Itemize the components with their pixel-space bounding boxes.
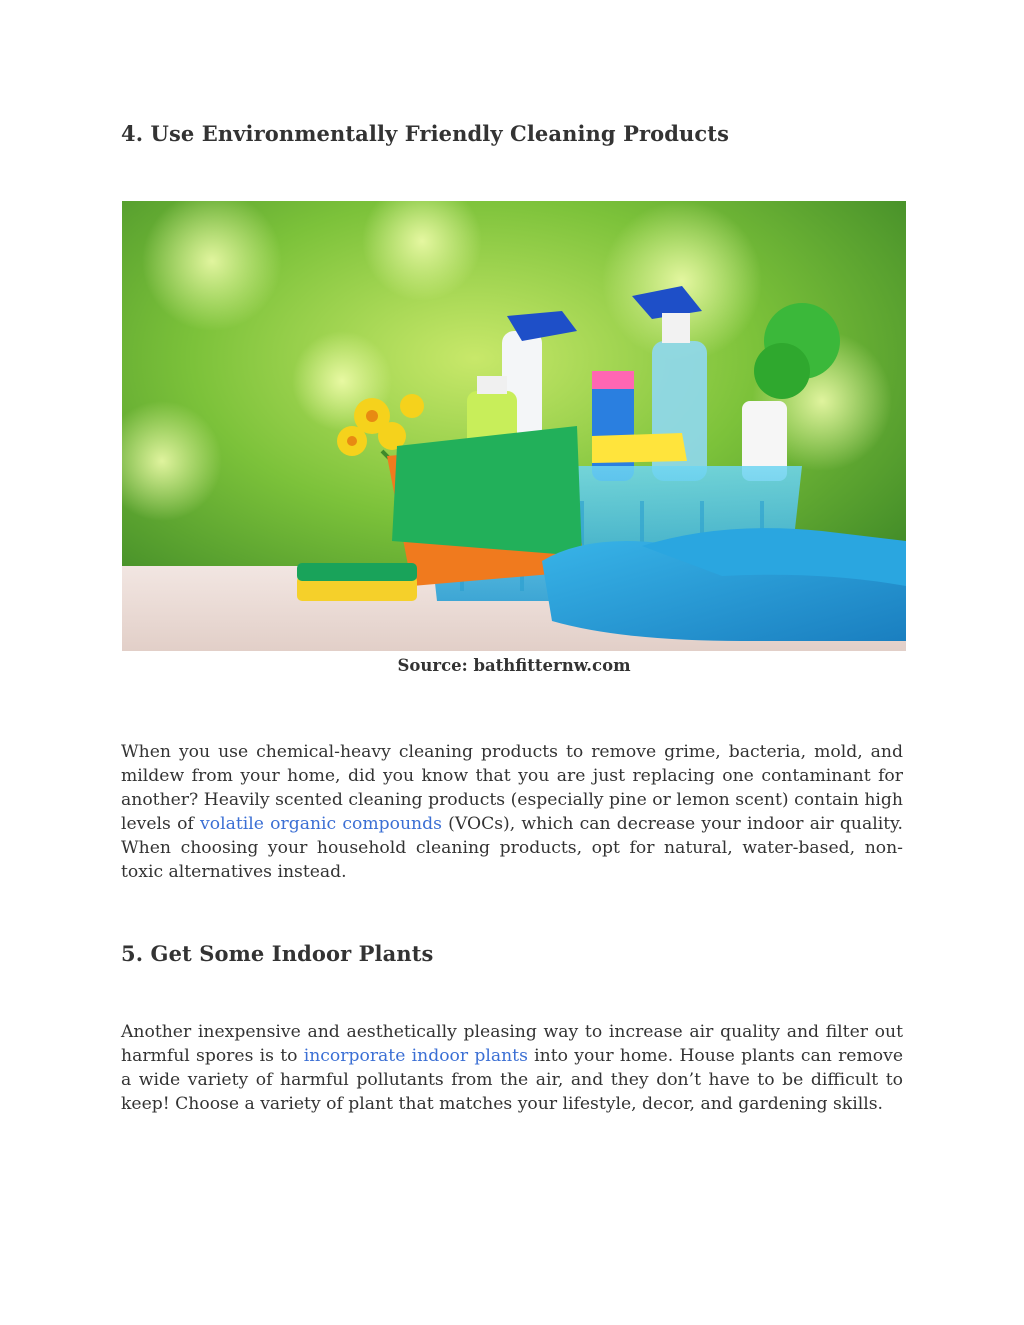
indoor-plants-link[interactable]: incorporate indoor plants bbox=[303, 1046, 528, 1066]
section-heading-eco-cleaning: 4. Use Environmentally Friendly Cleaning Products bbox=[121, 121, 730, 146]
eco-cleaning-paragraph: When you use chemical-heavy cleaning products to remove grime, bacteria, mold, and mildew from your home, did you know that you are just replacing one contaminant for another? Heavily scented cleaning products (especially pine or lemon scent) contain high levels of volatile organic compounds (VOCs), which can decrease your indoor air quality. When choosing your household cleaning products, opt for natural, water-based, non-toxic alternatives instead. bbox=[121, 742, 903, 882]
indoor-plants-paragraph: Another inexpensive and aesthetically pleasing way to increase air quality and filter out harmful spores is to incorporate indoor plants into your home. House plants can remove a wide variety of harmful pollutants from the air, and they don’t have to be difficult to keep! Choose a variety of plant that matches your lifestyle, decor, and gardening skills. bbox=[121, 1022, 904, 1114]
voc-link[interactable]: volatile organic compounds bbox=[200, 814, 442, 834]
cleaning-products-photo bbox=[122, 201, 906, 651]
section-heading-indoor-plants: 5. Get Some Indoor Plants bbox=[121, 941, 434, 966]
image-source-caption: Source: bathfitternw.com bbox=[397, 656, 631, 675]
